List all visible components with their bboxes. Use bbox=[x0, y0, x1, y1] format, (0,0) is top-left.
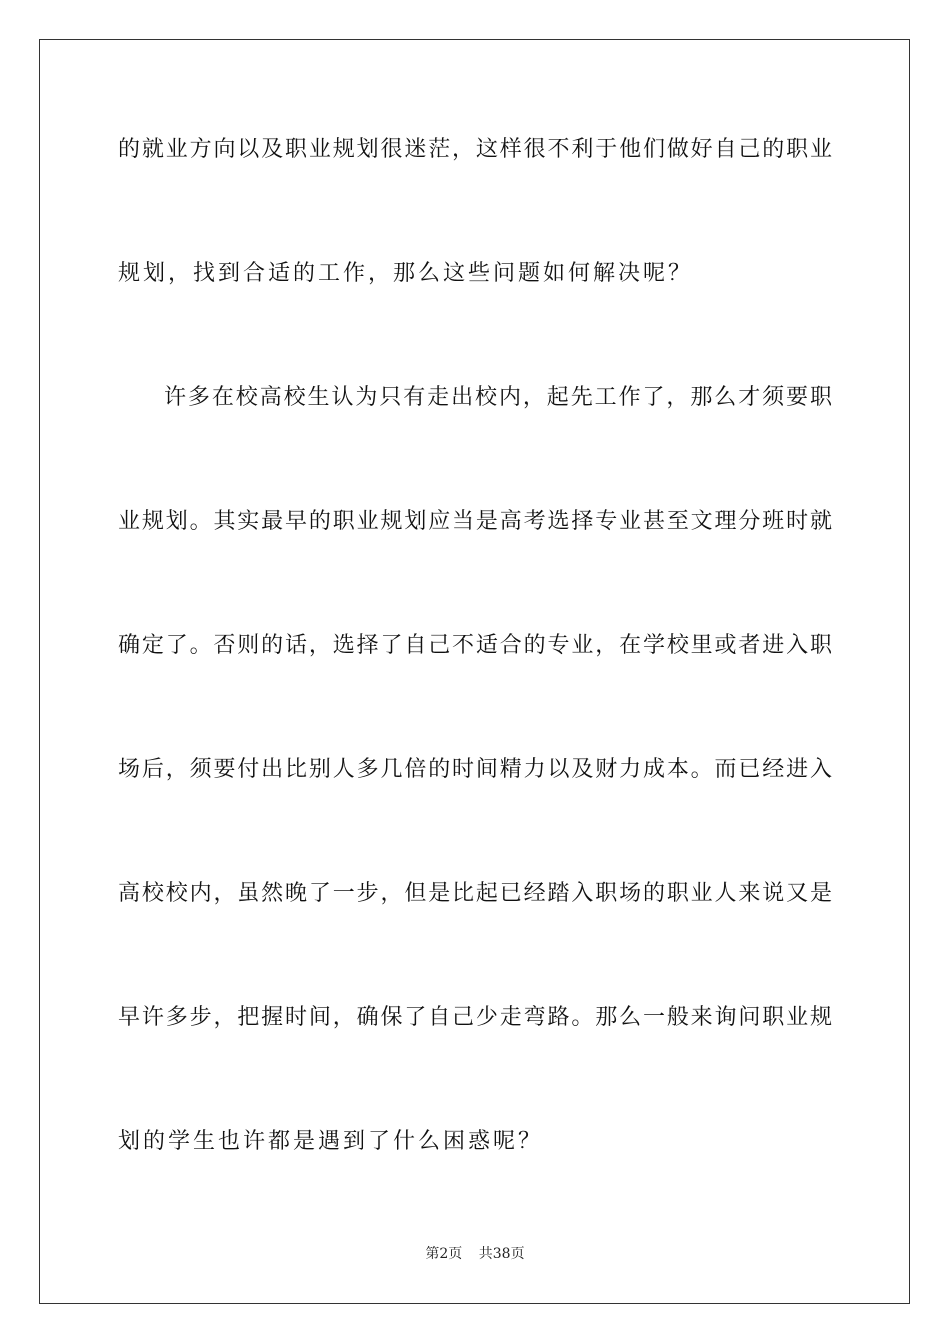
text-line: 业规划。其实最早的职业规划应当是高考选择专业甚至文理分班时就 bbox=[118, 509, 832, 534]
text-line: 高校校内，虽然晚了一步，但是比起已经踏入职场的职业人来说又是 bbox=[118, 881, 832, 906]
text-line: 场后，须要付出比别人多几倍的时间精力以及财力成本。而已经进入 bbox=[118, 757, 832, 782]
text-line: 规划，找到合适的工作，那么这些问题如何解决呢？ bbox=[118, 261, 694, 286]
text-line: 的就业方向以及职业规划很迷茫，这样很不利于他们做好自己的职业 bbox=[118, 137, 832, 162]
text-line: 早许多步，把握时间，确保了自己少走弯路。那么一般来询问职业规 bbox=[118, 1005, 832, 1030]
page-footer bbox=[0, 1244, 950, 1264]
text-line: 确定了。否则的话，选择了自己不适合的专业，在学校里或者进入职 bbox=[118, 633, 832, 658]
total-pages: 共38页 bbox=[478, 1246, 525, 1262]
page-frame bbox=[39, 39, 910, 1304]
page-number: 第2页 bbox=[425, 1246, 463, 1262]
text-line: 许多在校高校生认为只有走出校内，起先工作了，那么才须要职 bbox=[164, 385, 832, 410]
text-line: 划的学生也许都是遇到了什么困惑呢？ bbox=[118, 1129, 544, 1154]
